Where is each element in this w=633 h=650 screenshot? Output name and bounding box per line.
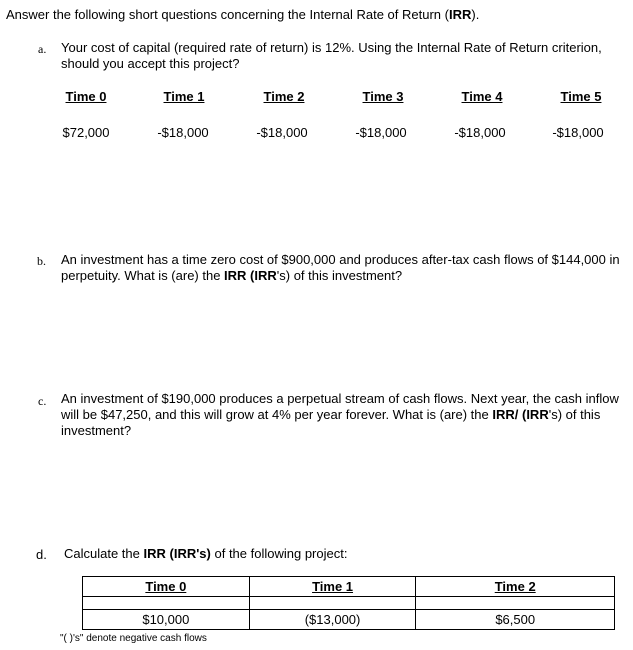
qd-header-time-1: Time 1 [312,578,354,594]
question-a-letter: a. [38,42,47,56]
qa-value-time-4: -$18,000 [454,125,506,140]
question-c-text: An investment of $190,000 produces a perpetual stream of cash flows. Next year, the cash inflow will be $47,250, and this will grow at 4% per year forever. What is (are) the IRR/ (IRR's) of this investment? [61,391,619,438]
qd-header-time-2: Time 2 [494,578,536,594]
qa-value-time-1: -$18,000 [157,125,209,140]
qa-value-time-0: $72,000 [62,125,110,140]
qa-header-time-4: Time 4 [461,89,503,104]
qa-value-time-2: -$18,000 [256,125,308,140]
qd-header-time-0: Time 0 [145,578,187,594]
qd-spacer-row [83,597,615,610]
qd-value-row [83,610,615,630]
qd-header-row [83,577,615,597]
qa-value-time-3: -$18,000 [355,125,407,140]
negative-cash-flow-note: "( )'s" denote negative cash flows [60,633,207,644]
qd-value-time-2: $6,500 [416,610,615,630]
qa-header-time-0: Time 0 [65,89,107,104]
question-b-letter: b. [37,254,46,268]
question-b-text: An investment has a time zero cost of $900,000 and produces after-tax cash flows of $144,000 in perpetuity. What is (are) the IRR (IRR's) of this investment? [61,252,620,283]
question-c-letter: c. [38,394,47,408]
qa-header-time-3: Time 3 [362,89,404,104]
intro-text: Answer the following short questions concerning the Internal Rate of Return (IRR). [6,7,480,22]
question-d-table [82,576,615,630]
question-a-text: Your cost of capital (required rate of return) is 12%. Using the Internal Rate of Return criterion, should you accept this project? [61,40,602,71]
question-d-letter: d. [36,547,47,562]
qa-header-time-5: Time 5 [560,89,602,104]
qd-value-time-1: ($13,000) [249,610,416,630]
qa-header-time-1: Time 1 [163,89,205,104]
qd-value-time-0: $10,000 [83,610,250,630]
qa-value-time-5: -$18,000 [552,125,604,140]
qa-header-time-2: Time 2 [263,89,305,104]
question-d-text: Calculate the IRR (IRR's) of the following project: [64,546,348,561]
